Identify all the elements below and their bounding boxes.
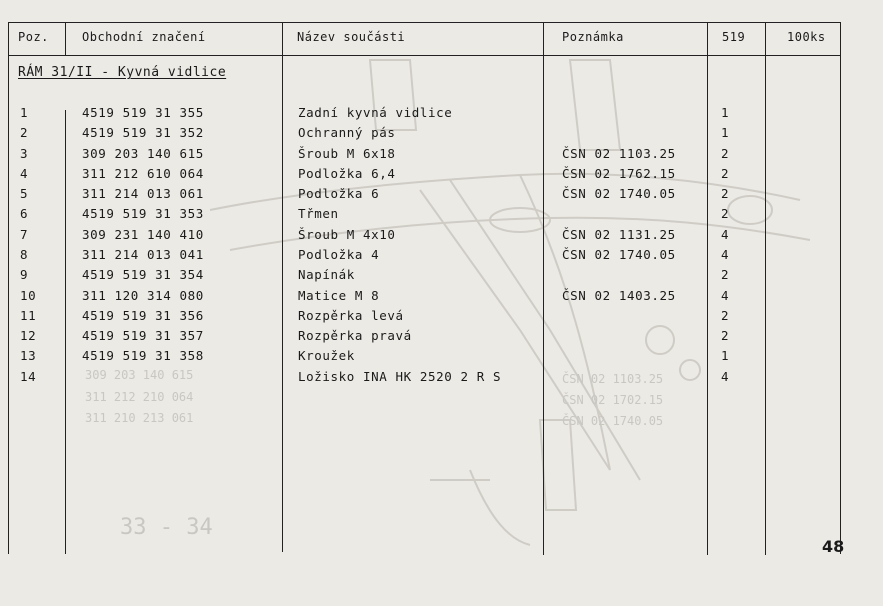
table-row (0, 369, 883, 389)
row-name: Ložisko INA HK 2520 2 R S (298, 369, 502, 384)
row-code: 4519 519 31 354 (82, 267, 204, 282)
row-qty: 4 (721, 227, 730, 242)
row-code: 4519 519 31 356 (82, 308, 204, 323)
column-divider (282, 22, 283, 552)
table-row (0, 288, 883, 308)
row-poz: 13 (20, 348, 37, 363)
row-qty: 4 (721, 247, 730, 262)
row-qty: 1 (721, 125, 730, 140)
row-qty: 2 (721, 206, 730, 221)
row-poz: 2 (20, 125, 29, 140)
row-note: ČSN 02 1403.25 (562, 288, 676, 303)
row-note: ČSN 02 1103.25 (562, 146, 676, 161)
row-code: 4519 519 31 358 (82, 348, 204, 363)
row-poz: 4 (20, 166, 29, 181)
table-row (0, 328, 883, 348)
row-note: ČSN 02 1740.05 (562, 186, 676, 201)
row-name: Podložka 4 (298, 247, 380, 262)
table-row (0, 247, 883, 267)
row-qty: 1 (721, 348, 730, 363)
row-name: Rozpěrka pravá (298, 328, 412, 343)
row-name: Ochranný pás (298, 125, 396, 140)
column-divider (65, 22, 66, 56)
table-row (0, 206, 883, 226)
row-poz: 11 (20, 308, 37, 323)
show-through-text: ČSN 02 1702.15 (562, 393, 664, 407)
show-through-text: 311 212 210 064 (85, 390, 194, 404)
header-519: 519 (722, 30, 746, 44)
page-number: 48 (822, 537, 845, 556)
row-code: 311 120 314 080 (82, 288, 204, 303)
header-note: Poznámka (562, 30, 624, 44)
show-through-text: ČSN 02 1740.05 (562, 414, 664, 428)
row-poz: 8 (20, 247, 29, 262)
section-title: RÁM 31/II - Kyvná vidlice (18, 65, 227, 80)
row-poz: 12 (20, 328, 37, 343)
row-code: 309 231 140 410 (82, 227, 204, 242)
show-through-text: 33 - 34 (120, 515, 213, 540)
header-bottom-border (8, 55, 840, 56)
row-note: ČSN 02 1131.25 (562, 227, 676, 242)
row-poz: 3 (20, 146, 29, 161)
row-code: 4519 519 31 357 (82, 328, 204, 343)
row-code: 4519 519 31 355 (82, 105, 204, 120)
row-name: Napínák (298, 267, 355, 282)
row-qty: 2 (721, 267, 730, 282)
row-code: 311 214 013 061 (82, 186, 204, 201)
show-through-text: 311 210 213 061 (85, 411, 194, 425)
show-through-text: ČSN 02 1103.25 (562, 372, 664, 386)
row-name: Matice M 8 (298, 288, 380, 303)
row-poz: 14 (20, 369, 37, 384)
row-poz: 7 (20, 227, 29, 242)
row-code: 4519 519 31 352 (82, 125, 204, 140)
row-qty: 2 (721, 186, 730, 201)
table-row (0, 146, 883, 166)
header-name: Název součásti (297, 30, 406, 44)
table-row (0, 308, 883, 328)
row-name: Kroužek (298, 348, 355, 363)
header-poz: Poz. (18, 30, 49, 44)
row-name: Podložka 6 (298, 186, 380, 201)
row-qty: 2 (721, 308, 730, 323)
header-100ks: 100ks (787, 30, 826, 44)
table-top-border (8, 22, 840, 23)
row-qty: 4 (721, 369, 730, 384)
row-qty: 1 (721, 105, 730, 120)
row-note: ČSN 02 1740.05 (562, 247, 676, 262)
row-poz: 10 (20, 288, 37, 303)
row-name: Podložka 6,4 (298, 166, 396, 181)
row-code: 311 214 013 041 (82, 247, 204, 262)
row-name: Šroub M 6x18 (298, 146, 396, 161)
row-qty: 2 (721, 146, 730, 161)
row-code: 309 203 140 615 (82, 146, 204, 161)
row-name: Zadní kyvná vidlice (298, 105, 453, 120)
table-row (0, 348, 883, 368)
row-poz: 9 (20, 267, 29, 282)
row-name: Šroub M 4x10 (298, 227, 396, 242)
row-name: Třmen (298, 206, 339, 221)
show-through-text: 309 203 140 615 (85, 368, 194, 382)
header-code: Obchodní značení (82, 30, 206, 44)
table-row (0, 186, 883, 206)
table-row (0, 227, 883, 247)
table-row (0, 166, 883, 186)
table-row (0, 125, 883, 145)
row-name: Rozpěrka levá (298, 308, 404, 323)
row-note: ČSN 02 1762.15 (562, 166, 676, 181)
row-qty: 4 (721, 288, 730, 303)
row-code: 4519 519 31 353 (82, 206, 204, 221)
row-poz: 1 (20, 105, 29, 120)
row-poz: 5 (20, 186, 29, 201)
row-code: 311 212 610 064 (82, 166, 204, 181)
row-qty: 2 (721, 328, 730, 343)
table-row (0, 105, 883, 125)
row-poz: 6 (20, 206, 29, 221)
table-row (0, 267, 883, 287)
row-qty: 2 (721, 166, 730, 181)
